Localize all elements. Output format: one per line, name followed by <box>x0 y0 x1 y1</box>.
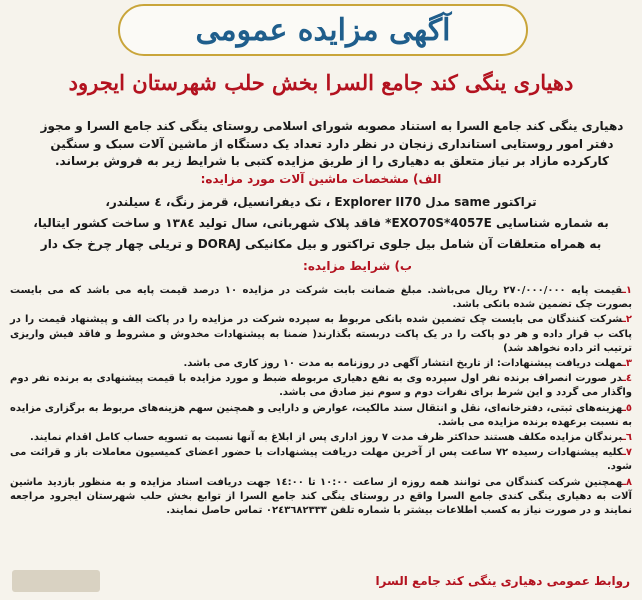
publisher-logo <box>12 570 100 592</box>
condition-text: همچنین شرکت کنندگان می توانند همه روزه از ساعت ١٠:٠٠ تا ١٤:٠٠ جهت دریافت اسناد مزایده و به منظور بازدید ماشین آلات به دهیاری ینگی کندی جامع السرا واقع در روستای ینگی کند جامع السرا از توابع بخش حلب شهرستان ایجرود مراجعه نمایند و در صورت نیاز به کسب اطلاعات بیشتر با شماره تلفن ٠٢٤٣٦٨٢٣٣٣ تماس حاصل نمایند. <box>10 476 632 517</box>
condition-item: ٤ـدر صورت انصراف برنده نفر اول سپرده وی به نفع دهیاری مربوطه ضبط و مورد مزایده با قیمت پیشنهادی به برنده نفر دوم واگذار می گردد و این شرط برای نفرات دوم و سوم نیز صادق می باشد. <box>10 373 632 399</box>
section-a-title: الف) مشخصات ماشین آلات مورد مزایده: <box>200 172 442 186</box>
condition-text: هزینه‌های ثبتی، دفترخانه‌ای، نقل و انتقال سند مالکیت، عوارض و دارایی و همچنین سهم هزینه‌های مربوط به برگزاری مزایده به نسبت برعهده برنده مزایده می باشد. <box>10 402 632 428</box>
condition-text: در صورت انصراف برنده نفر اول سپرده وی به نفع دهیاری مربوطه ضبط و مورد مزایده با قیمت پیشنهادی به برنده نفر دوم واگذار می گردد و این شرط برای نفرات دوم و سوم نیز صادق می باشد. <box>10 373 632 399</box>
condition-item: ٥ـهزینه‌های ثبتی، دفترخانه‌ای، نقل و انتقال سند مالکیت، عوارض و دارایی و همچنین سهم هزینه‌های مربوط به برگزاری مزایده به نسبت برعهده برنده مزایده می باشد. <box>10 402 632 428</box>
condition-item: ١ـقیمت پایه ٢٧٠/٠٠٠/٠٠٠ ریال می‌باشد. مبلغ ضمانت بابت شرکت در مزایده ١٠ درصد قیمت پایه می باشد که می بایست بصورت چک تضمین شده بانکی باشد. <box>10 285 633 311</box>
condition-text: کلیه پیشنهادات رسیده ٧٢ ساعت پس از آخرین مهلت دریافت پیشنهادات با حضور اعضای کمیسیون معاملات باز و قرائت می شود. <box>10 447 632 473</box>
banner-title: آگهی مزایده عمومی <box>195 12 451 48</box>
publisher-signature: روابط عمومی دهیاری ینگی کند جامع السرا <box>375 574 630 588</box>
condition-item: ٦ـبرندگان مزایده مکلف هستند حداکثر ظرف مدت ٧ روز اداری پس از ابلاغ به آنها نسبت به تسویه حساب کامل اقدام نمایند. <box>30 432 632 444</box>
condition-number: ٨ <box>625 476 632 488</box>
condition-number: ٢ <box>625 314 632 326</box>
footer <box>0 570 642 592</box>
condition-text: مهلت دریافت پیشنهادات: از تاریخ انتشار آگهی در روزنامه به مدت ١٠ روز کاری می باشد. <box>183 358 623 370</box>
condition-number: ٦ <box>625 432 632 444</box>
intro-paragraph: دهیاری ینگی کند جامع السرا به استناد مصوبه شورای اسلامی روستای ینگی کند جامع السرا و مجوز دفتر امور روستایی استانداری زنجان در نظر دارد تعداد یک دستگاه از ماشین آلات سبک و سنگین کارکرده مازاد بر نیاز متعلق به دهیاری را از طریق مزایده کتبی با شرایط زیر به فروش برساند. <box>40 119 624 168</box>
banner <box>118 4 528 56</box>
notice-subtitle: دهیاری ینگی کند جامع السرا بخش حلب شهرستان ایجرود <box>68 70 574 95</box>
condition-item: ٣ـمهلت دریافت پیشنهادات: از تاریخ انتشار آگهی در روزنامه به مدت ١٠ روز کاری می باشد. <box>183 358 632 370</box>
section-b-title: ب) شرایط مزایده: <box>303 259 412 273</box>
condition-number: ٥ <box>625 402 632 414</box>
condition-item: ٧ـکلیه پیشنهادات رسیده ٧٢ ساعت پس از آخرین مهلت دریافت پیشنهادات با حضور اعضای کمیسیون معاملات باز و قرائت می شود. <box>10 447 632 473</box>
condition-text: قیمت پایه ٢٧٠/٠٠٠/٠٠٠ ریال می‌باشد. مبلغ ضمانت بابت شرکت در مزایده ١٠ درصد قیمت پایه می باشد که می بایست بصورت چک تضمین شده بانکی باشد. <box>10 285 632 311</box>
spec-line: تراکتور same مدل Explorer II70 ، تک دیفرانسیل، قرمز رنگ، ٤ سیلندر، <box>105 195 537 209</box>
condition-item: ٢ـشرکت کنندگان می بایست چک تضمین شده بانکی مربوط به سپرده شرکت در مزایده را در پاکت الف و پیشنهاد قیمت را در پاکت ب قرار داده و هر دو پاکت را در یک پاکت دربسته بگذارند( ضمنا به پیشنهادات مخدوش و مشروط و فاقد فیش واریزی ترتیب اثر داده نخواهد شد) <box>10 314 632 354</box>
machine-specs <box>30 192 612 255</box>
condition-number: ٧ <box>625 447 632 459</box>
condition-number: ٣ <box>625 358 632 370</box>
conditions-list <box>10 284 632 519</box>
spec-line: به همراه متعلقات آن شامل بیل جلوی تراکتور و بیل مکانیکی DORAJ و تریلی چهار چرخ جک دار <box>40 237 602 251</box>
condition-number: ١ <box>625 285 633 296</box>
spec-line: به شماره شناسایی EXO70S*4057E* فاقد پلاک شهربانی، سال تولید ١٣٨٤ و ساخت کشور ایتالیا، <box>33 216 609 230</box>
condition-text: شرکت کنندگان می بایست چک تضمین شده بانکی مربوط به سپرده شرکت در مزایده را در پاکت الف و پیشنهاد قیمت را در پاکت ب قرار داده و هر دو پاکت را در یک پاکت دربسته بگذارند( ضمنا به پیشنهادات مخدوش و مشروط و فاقد فیش واریزی ترتیب اثر داده نخواهد شد) <box>10 314 632 354</box>
condition-text: برندگان مزایده مکلف هستند حداکثر ظرف مدت ٧ روز اداری پس از ابلاغ به آنها نسبت به تسویه حساب کامل اقدام نمایند. <box>30 432 623 444</box>
condition-number: ٤ <box>625 373 632 385</box>
condition-item: ٨ـهمچنین شرکت کنندگان می توانند همه روزه از ساعت ١٠:٠٠ تا ١٤:٠٠ جهت دریافت اسناد مزایده و به منظور بازدید ماشین آلات به دهیاری ینگی کندی جامع السرا واقع در روستای ینگی کند جامع السرا از توابع بخش حلب شهرستان ایجرود مراجعه نمایند و در صورت نیاز به کسب اطلاعات بیشتر با شماره تلفن ٠٢٤٣٦٨٢٣٣٣ تماس حاصل نمایند. <box>10 476 632 517</box>
